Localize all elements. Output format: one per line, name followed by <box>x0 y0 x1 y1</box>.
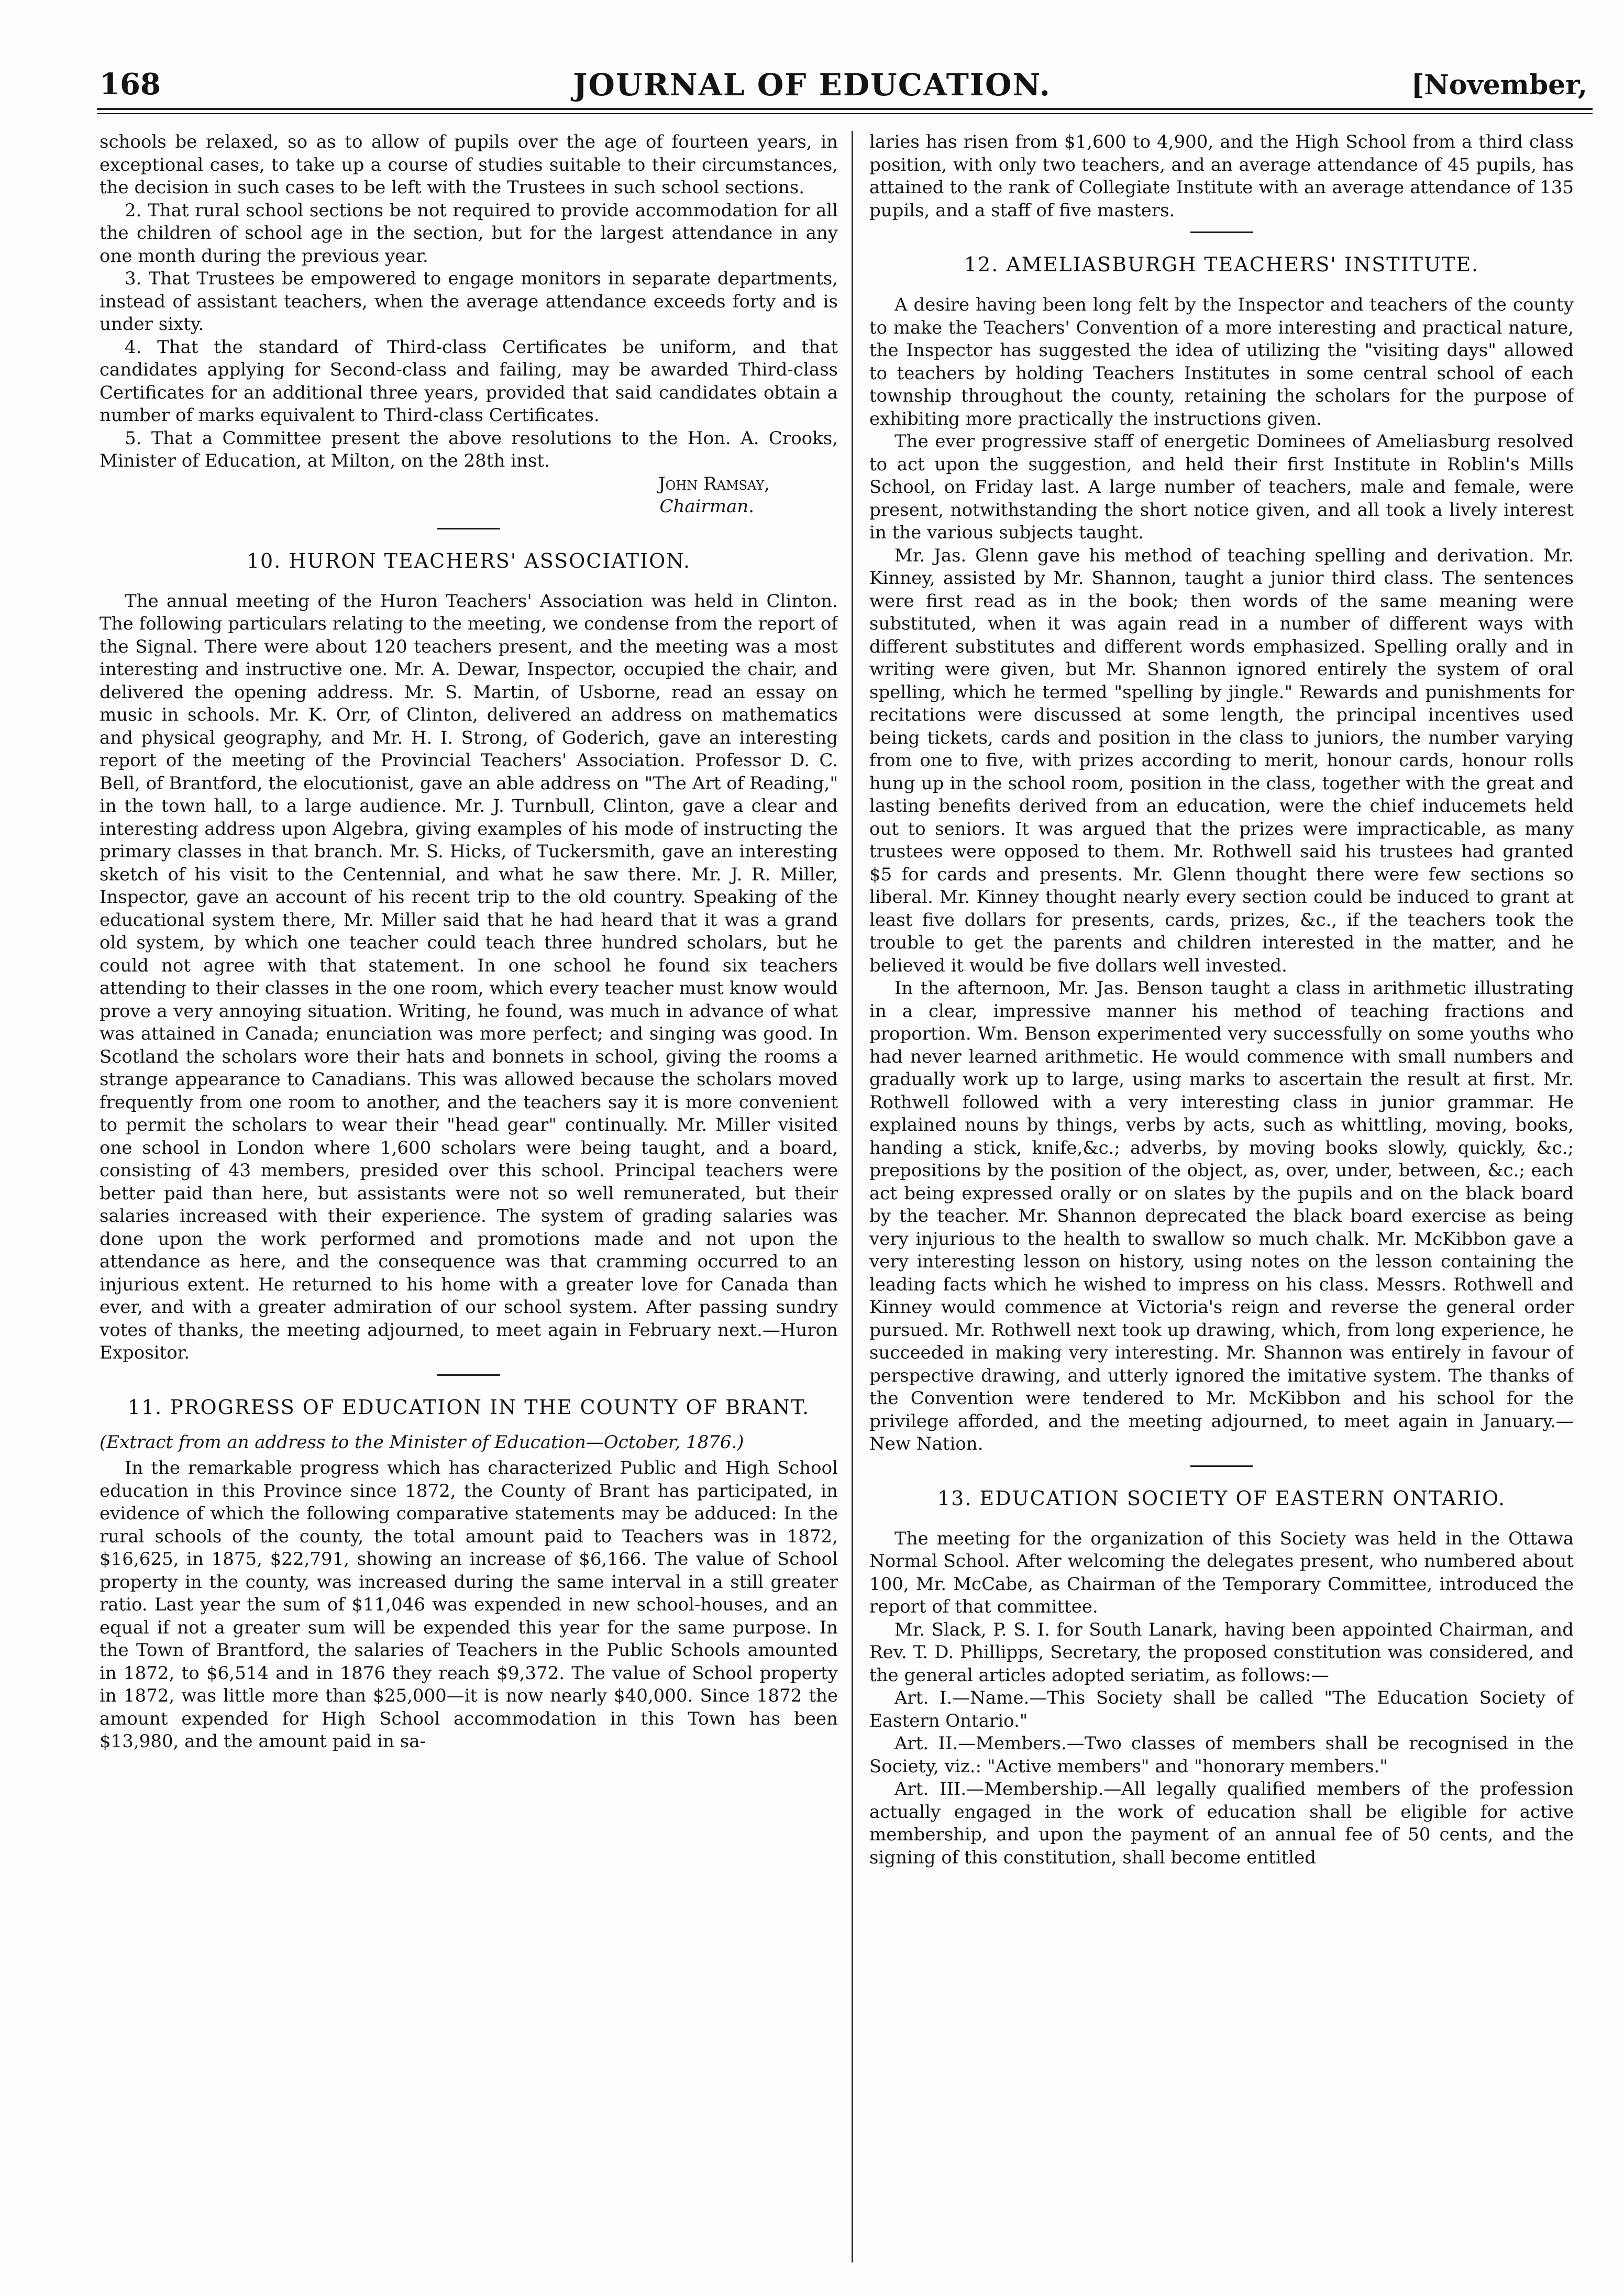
section-divider <box>1190 1465 1253 1467</box>
signature-block <box>100 473 838 518</box>
header-rule <box>97 108 1593 110</box>
section-heading-13: 13. EDUCATION SOCIETY OF EASTERN ONTARIO. <box>937 1486 1506 1510</box>
article-2: Art. II.—Members.—Two classes of members shall be recognised in the Society, viz.: "Active members" and "honorary members." <box>869 1733 1574 1777</box>
running-header <box>0 0 1624 110</box>
extract-note: (Extract from an address to the Minister of Education—October, 1876.) <box>100 1431 744 1453</box>
article-3: Art. III.—Membership.—All legally qualified members of the profession actually engaged in the work of education shall be eligible for active membership, and upon the payment of an annual fee of 50 cents, and the signing of this constitution, shall become entitled <box>869 1779 1574 1868</box>
right-column <box>869 131 1574 2265</box>
section-heading-11: 11. PROGRESS OF EDUCATION IN THE COUNTY OF BRANT. <box>127 1395 810 1419</box>
section-heading-12: 12. AMELIASBURGH TEACHERS' INSTITUTE. <box>964 253 1479 276</box>
section-heading-10: 10. HURON TEACHERS' ASSOCIATION. <box>246 549 691 572</box>
column-rule <box>852 131 853 2262</box>
section-divider <box>1190 231 1253 233</box>
left-column <box>100 131 838 2265</box>
ameliasburgh-para-4: In the afternoon, Mr. Jas. Benson taught a class in arithmetic illustrating in a clear, impressive manner his method of teaching fractions and proportion. Wm. Benson experimented very successfully on some youths who had never learned arithmetic. He would commence with small numbers and gradually work up to large, using marks to ascertain the result at first. Mr. Rothwell followed with a very interesting class in junior grammar. He explained nouns by things, verbs by acts, such as whittling, moving, books, handing a stick, knife,&c.; adverbs, by moving books slowly, quickly, &c.; prepositions by the position of the object, as, over, under, between, &c.; each act being expressed orally or on slates by the pupils and on the black board by the teacher. Mr. Shannon deprecated the black board exercise as being very injurious to the health to swallow so much chalk. Mr. McKibbon gave a very interesting lesson on history, using notes on the lesson containing the leading facts which he wished to impress on his class. Messrs. Rothwell and Kinney would commence at Victoria's reign and reverse the general order pursued. Mr. Rothwell next took up drawing, which, from long experience, he succeeded in making very interesting. Mr. Shannon was entirely in favour of perspective drawing, and utterly ignored the imitative system. The thanks of the Convention were tendered to Mr. McKibbon and his school for the privilege afforded, and the meeting adjourned, to meet again in January.—New Nation. <box>869 978 1574 1454</box>
issue-month: [November, <box>1411 69 1587 101</box>
huron-article: The annual meeting of the Huron Teachers' Association was held in Clinton. The following particulars relating to the meeting, we condense from the report of the Signal. There were about 120 teachers present, and the meeting was a most interesting and instructive one. Mr. A. Dewar, Inspector, occupied the chair, and delivered the opening address. Mr. S. Martin, of Usborne, read an essay on music in schools. Mr. K. Orr, of Clinton, delivered an address on mathematics and physical geography, and Mr. H. I. Strong, of Goderich, gave an interesting report of the meeting of the Provincial Teachers' Association. Professor D. C. Bell, of Brantford, the elocutionist, gave an able address on "The Art of Reading," in the town hall, to a large audience. Mr. J. Turnbull, Clinton, gave a clear and interesting address upon Algebra, giving examples of his mode of instructing the primary classes in that branch. Mr. S. Hicks, of Tuckersmith, gave an interesting sketch of his visit to the Centennial, and what he saw there. Mr. J. R. Miller, Inspector, gave an account of his recent trip to the old country. Speaking of the educational system there, Mr. Miller said that he had heard that it was a grand old system, by which one teacher could teach three hundred scholars, but he could not agree with that statement. In one school he found six teachers attending to their classes in the one room, which every teacher must know would prove a very annoying situation. Writing, he found, was much in advance of what was attained in Canada; enunciation was more perfect; and singing was good. In Scotland the scholars wore their hats and bonnets in school, giving the rooms a strange appearance to Canadians. This was allowed because the scholars moved frequently from one room to another, and the teachers say it is more convenient to permit the scholars to wear their "head gear" continually. Mr. Miller visited one school in London where 1,600 scholars were being taught, and a board, consisting of 43 members, presided over this school. Principal teachers were better paid than here, but assistants were not so well remunerated, but their salaries increased with their experience. The system of grading salaries was done upon the work performed and promotions made and not upon the attendance as here, and the consequence was that cramming occurred to an injurious extent. He returned to his home with a greater love for Canada than ever, and with a greater admiration of our school system. After passing sundry votes of thanks, the meeting adjourned, to meet again in February next.—Huron Expositor. <box>100 590 838 1363</box>
signature-role: Chairman. <box>659 496 754 517</box>
section-divider <box>437 528 500 529</box>
article-1: Art. I.—Name.—This Society shall be called "The Education Society of Eastern Ontario." <box>869 1687 1574 1731</box>
resolution-continuation: schools be relaxed, so as to allow of pupils over the age of fourteen years, in exceptional cases, to take up a course of studies suitable to their circumstances, the decision in such cases to be left with the Trustees in such school sections. <box>100 131 838 198</box>
ameliasburgh-para-2: The ever progressive staff of energetic Dominees of Ameliasburg resolved to act upon the suggestion, and held their first Institute in Roblin's Mills School, on Friday last. A large number of teachers, male and female, were present, notwithstanding the short notice given, and all took a lively interest in the various subjects taught. <box>869 431 1574 543</box>
resolution-2: 2. That rural school sections be not required to provide accommodation for all the children of school age in the section, but for the largest attendance in any one month during the previous year. <box>100 200 838 267</box>
brant-article-continuation: laries has risen from $1,600 to 4,900, and the High School from a third class position, with only two teachers, and an average attendance of 45 pupils, has attained to the rank of Collegiate Institute with an average attendance of 135 pupils, and a staff of five masters. <box>869 131 1574 221</box>
resolution-5: 5. That a Committee present the above resolutions to the Hon. A. Crooks, Minister of Education, at Milton, on the 28th inst. <box>100 427 838 471</box>
section-divider <box>437 1374 500 1376</box>
resolution-3: 3. That Trustees be empowered to engage monitors in separate departments, instead of assistant teachers, when the average attendance exceeds forty and is under sixty. <box>100 268 838 335</box>
header-rule-thin <box>97 113 1593 114</box>
page-number: 168 <box>100 67 161 102</box>
signature-name: John Ramsay, <box>658 473 770 494</box>
resolution-4: 4. That the standard of Third-class Certificates be uniform, and that candidates applying for Second-class and failing, may be awarded Third-class Certificates for an additional three years, provided that said candidates obtain a number of marks equivalent to Third-class Certificates. <box>100 336 838 426</box>
eastern-ontario-para-1: The meeting for the organization of this Society was held in the Ottawa Normal School. After welcoming the delegates present, who numbered about 100, Mr. McCabe, as Chairman of the Temporary Committee, introduced the report of that committee. <box>869 1528 1574 1617</box>
ameliasburgh-para-3: Mr. Jas. Glenn gave his method of teaching spelling and derivation. Mr. Kinney, assisted by Mr. Shannon, taught a junior third class. The sentences were first read as in the book; then words of the same meaning were substituted, when it was again read in a number of different ways with different substitutes and different words emphasized. Spelling orally and in writing were given, but Mr. Shannon ignored entirely the system of oral spelling, which he termed "spelling by jingle." Rewards and punishments for recitations were discussed at some length, the principal incentives used being tickets, cards and position in the class to juniors, the number varying from one to five, with prizes according to merit, honour cards, honour rolls hung up in the school room, position in the class, together with the great and lasting benefits derived from an education, were the chief inducemets held out to seniors. It was argued that the prizes were impracticable, as many trustees were opposed to them. Mr. Rothwell said his trustees had granted $5 for cards and presents. Mr. Glenn thought there were few sections so liberal. Mr. Kinney thought nearly every section could be induced to grant at least five dollars for presents, cards, prizes, &c., if the teachers took the trouble to get the parents and children interested in the matter, and he believed it would be five dollars well invested. <box>869 545 1574 976</box>
eastern-ontario-para-2: Mr. Slack, P. S. I. for South Lanark, having been appointed Chairman, and Rev. T. D. Phillipps, Secretary, the proposed constitution was considered, and the general articles adopted seriatim, as follows:— <box>869 1619 1574 1686</box>
ameliasburgh-para-1: A desire having been long felt by the Inspector and teachers of the county to make the Teachers' Convention of a more interesting and practical nature, the Inspector has suggested the idea of utilizing the "visiting days" allowed to teachers by holding Teachers Institutes in some central school of each township throughout the county, retaining the scholars for the purpose of exhibiting more practically the instructions given. <box>869 294 1574 429</box>
journal-title: JOURNAL OF EDUCATION. <box>572 67 1052 103</box>
brant-article: In the remarkable progress which has characterized Public and High School education in this Province since 1872, the County of Brant has participated, in evidence of which the following comparative statements may be adduced: In the rural schools of the county, the total amount paid to Teachers was in 1872, $16,625, in 1875, $22,791, showing an increase of $6,166. The value of School property in the county, was increased during the same interval in a still greater ratio. Last year the sum of $11,046 was expended in new school-houses, and an equal if not a greater sum will be expended this year for the same purpose. In the Town of Brantford, the salaries of Teachers in the Public Schools amounted in 1872, to $6,514 and in 1876 they reach $9,372. The value of School property in 1872, was little more than $25,000—it is now nearly $40,000. Since 1872 the amount expended for High School accommodation in this Town has been $13,980, and the amount paid in sa- <box>100 1458 838 1752</box>
